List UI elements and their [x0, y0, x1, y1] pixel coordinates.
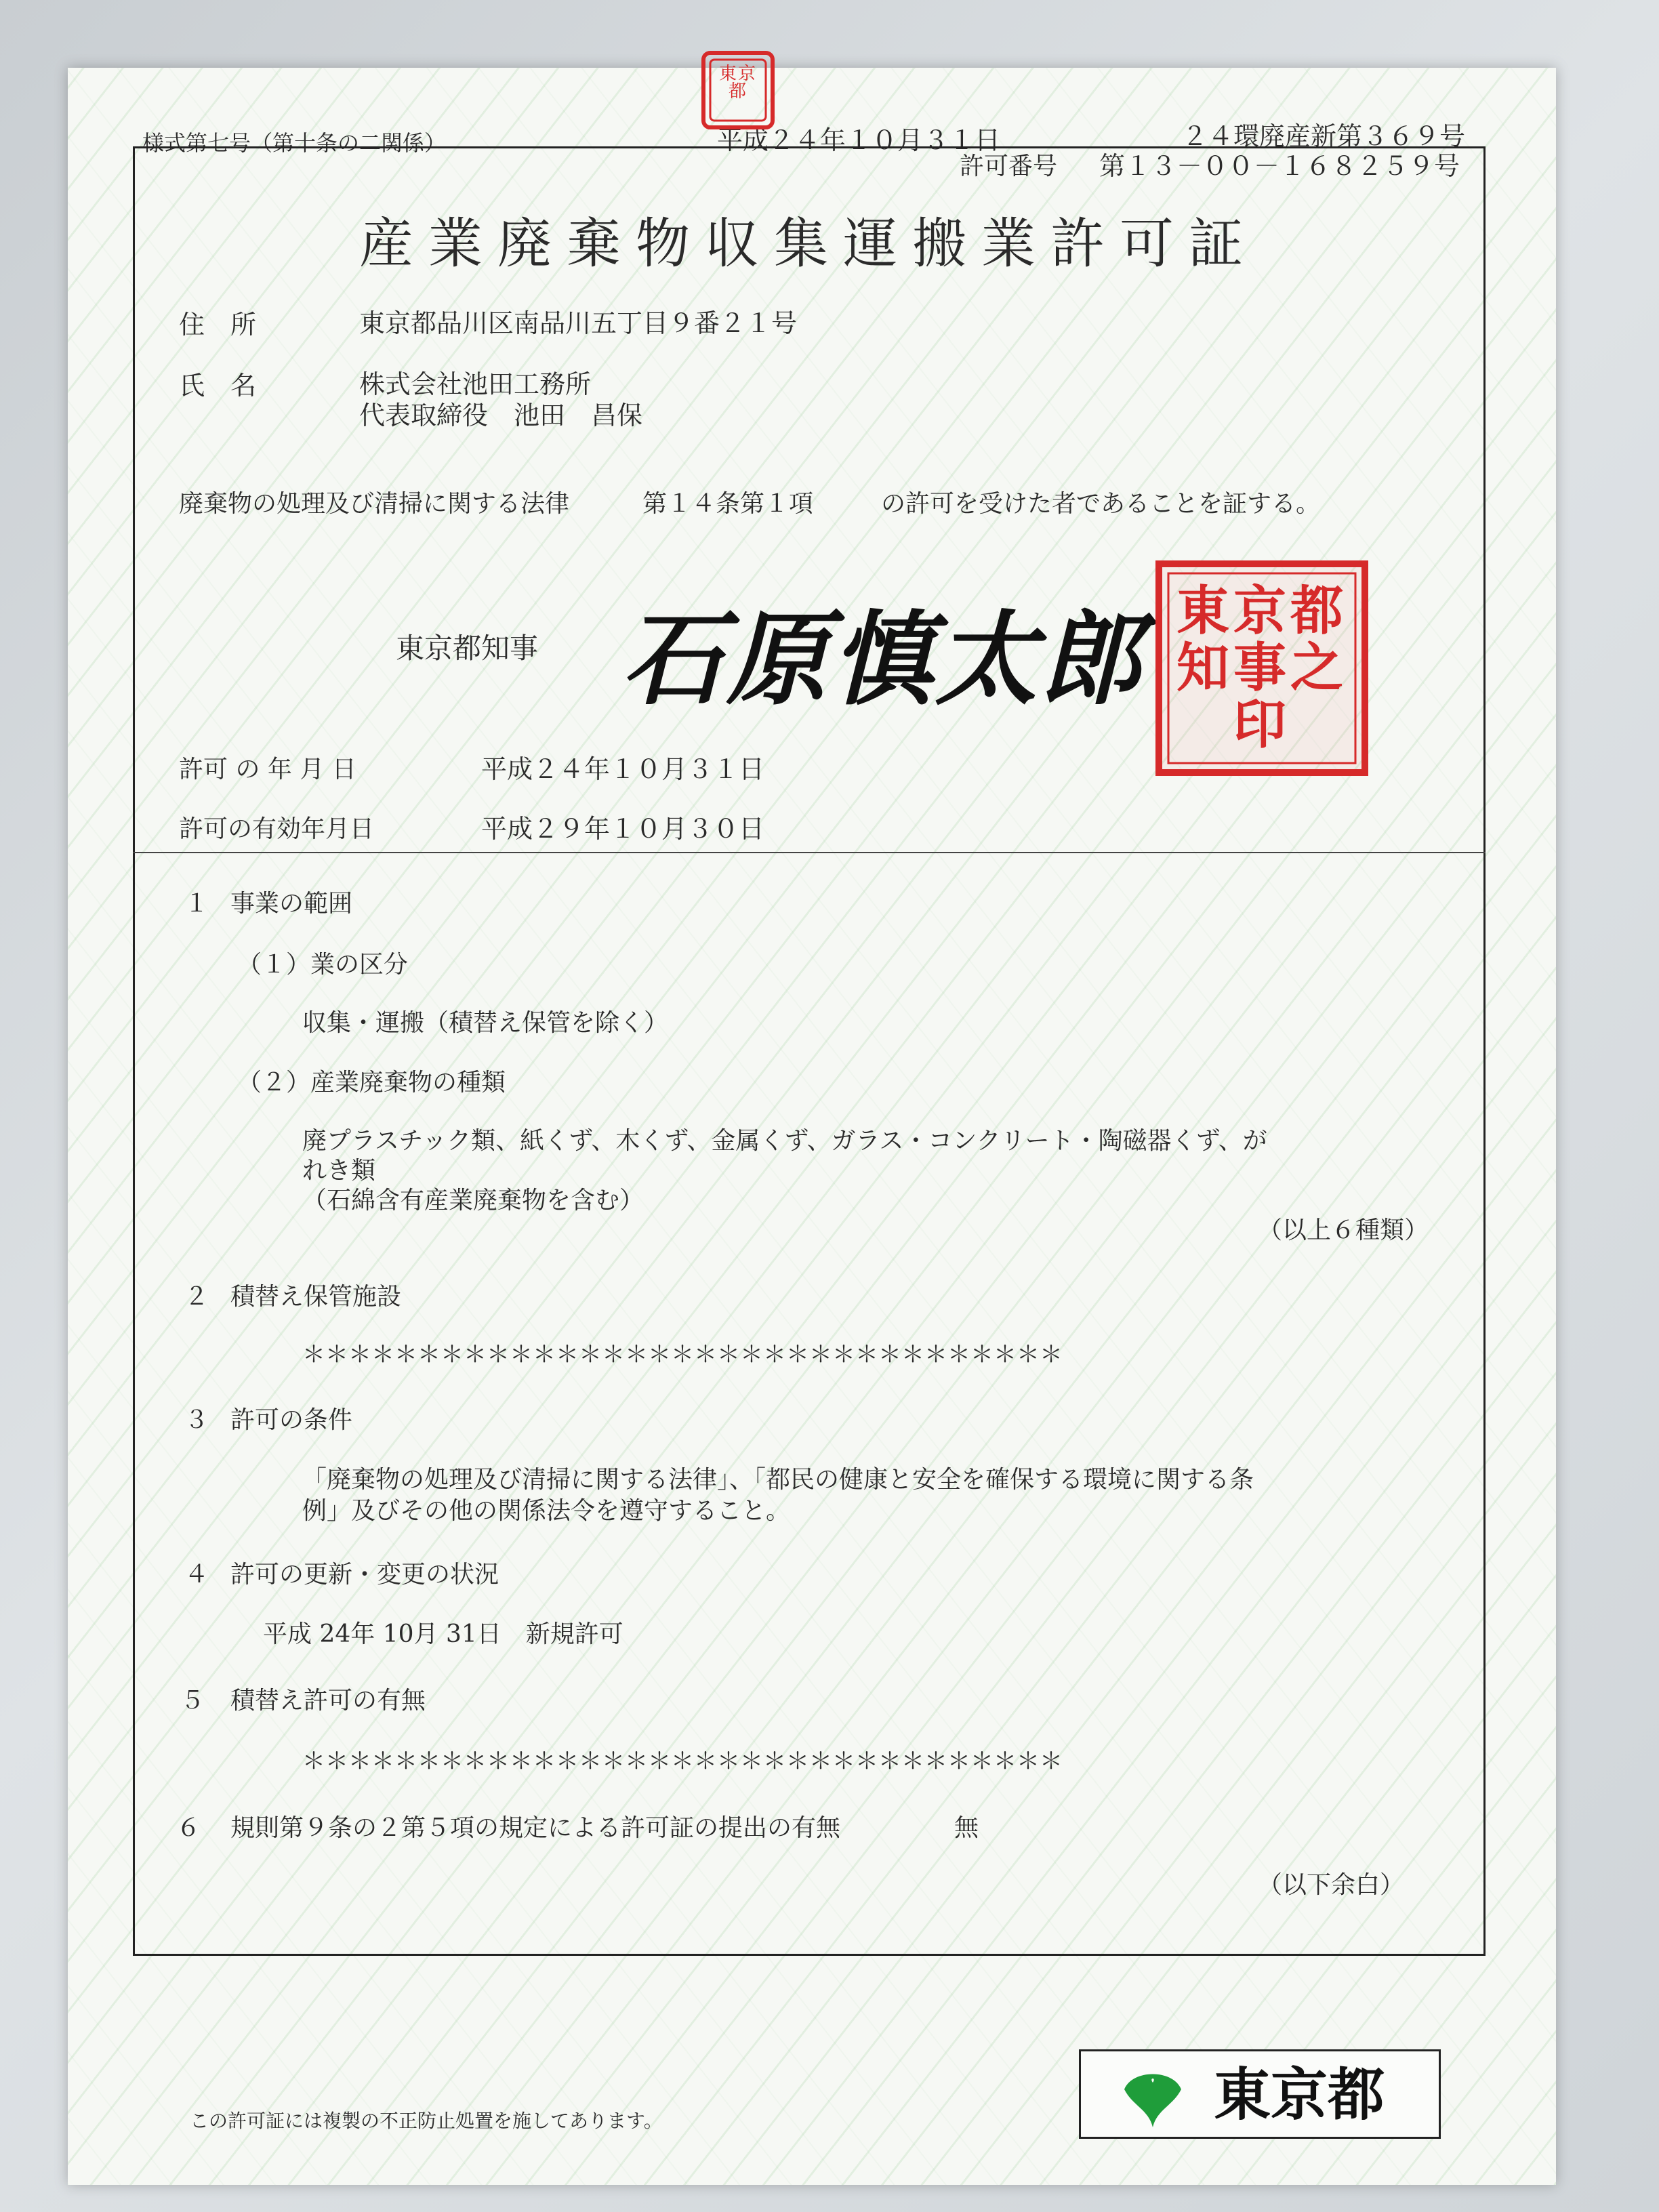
- address-value: 東京都品川区南品川五丁目９番２１号: [359, 308, 798, 338]
- permit-number-label: 許可番号: [960, 152, 1058, 180]
- company-name: 株式会社池田工務所: [359, 369, 592, 399]
- item-6-number: ６: [176, 1814, 201, 1842]
- law-name: 廃棄物の処理及び清掃に関する法律: [179, 490, 570, 518]
- name-label: 氏 名: [179, 371, 257, 401]
- governor-seal: [1155, 560, 1369, 777]
- item-5-title: 積替え許可の有無: [230, 1687, 426, 1715]
- governor-signature: 石原慎太郎: [622, 600, 1145, 719]
- waste-types-line-2: れき類: [302, 1157, 376, 1185]
- item-2-title: 積替え保管施設: [230, 1283, 402, 1311]
- form-number: 様式第七号（第十条の二関係）: [142, 130, 447, 156]
- item-1-2-label: （２）産業廃棄物の種類: [237, 1069, 506, 1097]
- waste-types-line-1: 廃プラスチック類、紙くず、木くず、金属くず、ガラス・コンクリート・陶磁器くず、が: [302, 1127, 1267, 1155]
- item-1-title: 事業の範囲: [230, 890, 353, 918]
- certificate-title: 産業廃棄物収集運搬業許可証: [359, 212, 1258, 275]
- small-seal-text: 東京都: [718, 64, 757, 102]
- small-seal: [701, 50, 775, 130]
- footer-note: この許可証には複製の不正防止処置を施してあります。: [190, 2110, 663, 2132]
- ginkgo-leaf-icon: [1119, 2062, 1187, 2130]
- valid-date: 平成２９年１０月３０日: [481, 814, 765, 844]
- permit-certificate: [68, 64, 1556, 2185]
- representative-name: 代表取締役 池田 昌保: [359, 401, 643, 430]
- item-4-number: ４: [184, 1561, 209, 1589]
- law-statement-suffix: の許可を受けた者であることを証する。: [881, 490, 1321, 518]
- conditions-line-1: 「廃棄物の処理及び清掃に関する法律」、「都民の健康と安全を確保する環境に関する条: [302, 1466, 1254, 1494]
- item-5-number: ５: [180, 1687, 205, 1715]
- governor-seal-text: 東京都知事之印: [1176, 580, 1347, 756]
- document-number: ２４環廃産新第３６９号: [1182, 121, 1466, 151]
- item-1-number: １: [184, 890, 209, 918]
- waste-types-count: （以上６種類）: [1258, 1216, 1429, 1244]
- issue-date: 平成２４年１０月３１日: [717, 125, 1001, 155]
- item-6-title: 規則第９条の２第５項の規定による許可証の提出の有無: [230, 1814, 841, 1842]
- tokyo-logo-box: [1079, 2049, 1441, 2139]
- item-5-value: ＊＊＊＊＊＊＊＊＊＊＊＊＊＊＊＊＊＊＊＊＊＊＊＊＊＊＊＊＊＊＊＊＊: [302, 1748, 1063, 1775]
- law-article: 第１４条第１項: [642, 490, 814, 518]
- item-2-number: ２: [184, 1283, 209, 1311]
- permit-date-label: 許可 の 年 月 日: [179, 756, 356, 783]
- permit-date: 平成２４年１０月３１日: [481, 754, 765, 784]
- item-2-value: ＊＊＊＊＊＊＊＊＊＊＊＊＊＊＊＊＊＊＊＊＊＊＊＊＊＊＊＊＊＊＊＊＊: [302, 1341, 1063, 1368]
- tokyo-logo-text: 東京都: [1214, 2062, 1385, 2128]
- item-6-value: 無: [954, 1814, 979, 1842]
- item-3-title: 許可の条件: [230, 1406, 353, 1434]
- section-divider: [133, 852, 1486, 853]
- conditions-line-2: 例」及びその他の関係法令を遵守すること。: [302, 1497, 791, 1525]
- item-4-title: 許可の更新・変更の状況: [230, 1561, 499, 1589]
- governor-title: 東京都知事: [396, 632, 539, 665]
- item-1-1-label: （１）業の区分: [237, 951, 409, 979]
- remaining-blank-note: （以下余白）: [1258, 1871, 1405, 1899]
- certificate-frame: [133, 146, 1486, 1956]
- item-3-number: ３: [184, 1406, 209, 1434]
- valid-date-label: 許可の有効年月日: [179, 815, 375, 843]
- item-1-1-value: 収集・運搬（積替え保管を除く）: [302, 1009, 669, 1037]
- address-label: 住 所: [179, 310, 257, 340]
- permit-number: 第１３－００－１６８２５９号: [1099, 151, 1460, 181]
- waste-types-line-3: （石綿含有産業廃棄物を含む）: [302, 1187, 644, 1214]
- item-4-value: 平成 24年 10月 31日 新規許可: [263, 1620, 623, 1648]
